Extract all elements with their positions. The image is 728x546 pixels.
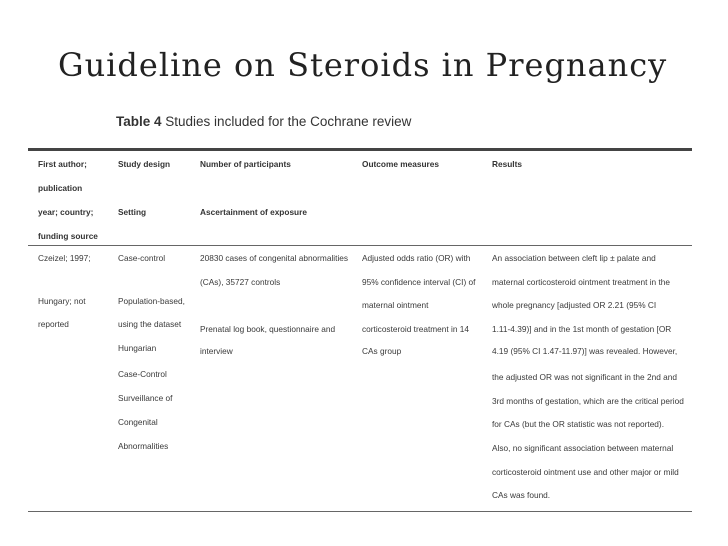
cell-outcome-line: corticosteroid treatment in 14 — [362, 324, 469, 334]
cell-result-line: for CAs (but the OR statistic was not reported). — [492, 419, 664, 429]
cell-outcome-line: maternal ointment — [362, 300, 429, 310]
slide-title: Guideline on Steroids in Pregnancy — [58, 46, 668, 84]
cell-participants-line: (CAs), 35727 controls — [200, 277, 281, 287]
header-publication: publication — [38, 183, 83, 193]
cell-result-line: 1.11-4.39)] and in the 1st month of gestation [OR — [492, 324, 672, 334]
cell-result-line: the adjusted OR was not significant in the 2nd and — [492, 372, 677, 382]
cell-study-design: Case-control — [118, 253, 166, 263]
cell-outcome-line: Adjusted odds ratio (OR) with — [362, 253, 471, 263]
header-ascertainment-of-exposure: Ascertainment of exposure — [200, 207, 307, 217]
cell-setting-line: Population-based, — [118, 296, 185, 306]
cell-setting-line: Abnormalities — [118, 441, 169, 451]
cell-result-line: maternal corticosteroid ointment treatment in the — [492, 277, 671, 287]
cell-result-line: 3rd months of gestation, which are the critical period — [492, 396, 684, 406]
header-outcome-measures: Outcome measures — [362, 159, 440, 169]
table-caption — [116, 114, 411, 129]
cell-setting-line: Case-Control — [118, 369, 167, 379]
cell-setting-line: Congenital — [118, 417, 158, 427]
cell-result-line: Also, no significant association between maternal — [492, 443, 674, 453]
cell-setting-line: using the dataset — [118, 319, 182, 329]
table-bottom-rule — [28, 511, 692, 512]
cell-result-line: An association between cleft lip ± palate and — [492, 253, 656, 263]
cell-outcome-line: CAs group — [362, 346, 402, 356]
header-study-design: Study design — [118, 159, 171, 169]
cell-exposure-line: Prenatal log book, questionnaire and — [200, 324, 336, 334]
cell-exposure-line: interview — [200, 346, 233, 356]
cell-author: Czeizel; 1997; — [38, 253, 91, 263]
header-first-author: First author; — [38, 159, 87, 169]
cell-outcome-line: 95% confidence interval (CI) of — [362, 277, 476, 287]
cell-result-line: CAs was found. — [492, 490, 551, 500]
cell-funding: reported — [38, 319, 69, 329]
cell-result-line: corticosteroid ointment use and other major or mild — [492, 467, 679, 477]
table-header-rule — [28, 245, 692, 246]
cell-result-line: 4.19 (95% CI 1.47-11.97)] was revealed. However, — [492, 346, 678, 356]
table-caption-text: Studies included for the Cochrane review — [161, 114, 412, 129]
table-top-rule — [28, 148, 692, 151]
header-number-of-participants: Number of participants — [200, 159, 291, 169]
cell-country: Hungary; not — [38, 296, 86, 306]
header-year-country: year; country; — [38, 207, 94, 217]
table-label: Table 4 — [116, 114, 162, 129]
cell-setting-line: Hungarian — [118, 343, 157, 353]
header-results: Results — [492, 159, 522, 169]
header-funding-source: funding source — [38, 231, 98, 241]
cell-participants-line: 20830 cases of congenital abnormalities — [200, 253, 349, 263]
cell-setting-line: Surveillance of — [118, 393, 173, 403]
header-setting: Setting — [118, 207, 147, 217]
cell-result-line: whole pregnancy [adjusted OR 2.21 (95% CI — [492, 300, 657, 310]
